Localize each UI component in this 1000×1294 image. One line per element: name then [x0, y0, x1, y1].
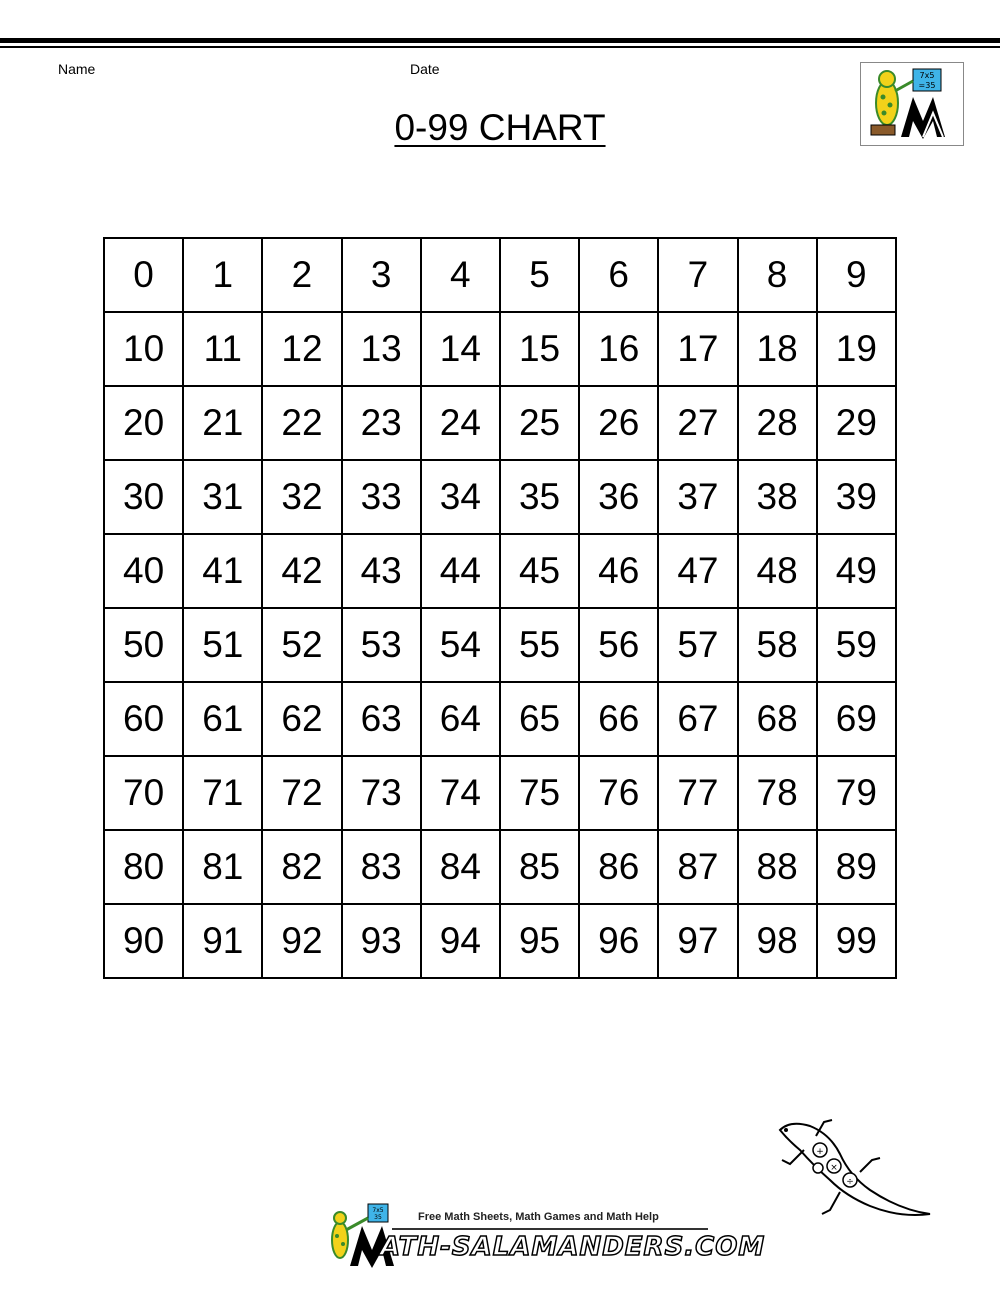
grid-cell: 35 [500, 460, 579, 534]
grid-row [104, 682, 896, 756]
grid-cell: 93 [342, 904, 421, 978]
grid-cell: 41 [183, 534, 262, 608]
grid-cell: 9 [817, 238, 896, 312]
grid-cell: 44 [421, 534, 500, 608]
svg-text:=35: =35 [918, 81, 936, 90]
svg-text:35: 35 [374, 1214, 382, 1221]
grid-cell: 19 [817, 312, 896, 386]
grid-cell: 88 [738, 830, 817, 904]
grid-row [104, 460, 896, 534]
grid-cell: 70 [104, 756, 183, 830]
grid-cell: 46 [579, 534, 658, 608]
grid-cell: 76 [579, 756, 658, 830]
grid-cell: 96 [579, 904, 658, 978]
grid-cell: 71 [183, 756, 262, 830]
grid-cell: 91 [183, 904, 262, 978]
grid-cell: 1 [183, 238, 262, 312]
grid-cell: 81 [183, 830, 262, 904]
svg-text:×: × [830, 1163, 838, 1173]
top-rule-thick [0, 38, 1000, 43]
grid-cell: 97 [658, 904, 737, 978]
grid-cell: 4 [421, 238, 500, 312]
grid-cell: 62 [262, 682, 341, 756]
grid-cell: 0 [104, 238, 183, 312]
svg-text:7x5: 7x5 [372, 1207, 384, 1214]
grid-cell: 43 [342, 534, 421, 608]
grid-cell: 83 [342, 830, 421, 904]
grid-cell: 63 [342, 682, 421, 756]
grid-cell: 94 [421, 904, 500, 978]
top-rule-thin [0, 46, 1000, 48]
grid-cell: 54 [421, 608, 500, 682]
grid-cell: 98 [738, 904, 817, 978]
grid-cell: 15 [500, 312, 579, 386]
grid-cell: 42 [262, 534, 341, 608]
grid-cell: 45 [500, 534, 579, 608]
grid-cell: 14 [421, 312, 500, 386]
grid-cell: 49 [817, 534, 896, 608]
grid-cell: 59 [817, 608, 896, 682]
salamander-teacher-logo [861, 63, 963, 145]
grid-cell: 3 [342, 238, 421, 312]
grid-cell: 79 [817, 756, 896, 830]
grid-cell: 51 [183, 608, 262, 682]
grid-cell: 29 [817, 386, 896, 460]
grid-cell: 2 [262, 238, 341, 312]
name-label: Name [58, 61, 96, 77]
grid-cell: 50 [104, 608, 183, 682]
grid-cell: 5 [500, 238, 579, 312]
grid-cell: 73 [342, 756, 421, 830]
grid-cell: 75 [500, 756, 579, 830]
grid-row [104, 238, 896, 312]
footer-divider [392, 1228, 708, 1230]
grid-cell: 87 [658, 830, 737, 904]
grid-cell: 99 [817, 904, 896, 978]
page-title: 0-99 CHART [394, 107, 606, 148]
number-grid [103, 237, 897, 979]
grid-cell: 77 [658, 756, 737, 830]
footer-tagline: Free Math Sheets, Math Games and Math Help [418, 1211, 659, 1223]
grid-cell: 17 [658, 312, 737, 386]
grid-cell: 57 [658, 608, 737, 682]
grid-cell: 84 [421, 830, 500, 904]
grid-cell: 80 [104, 830, 183, 904]
grid-row [104, 608, 896, 682]
grid-cell: 7 [658, 238, 737, 312]
svg-text:7x5: 7x5 [919, 71, 935, 80]
grid-cell: 23 [342, 386, 421, 460]
grid-cell: 64 [421, 682, 500, 756]
grid-cell: 16 [579, 312, 658, 386]
grid-cell: 11 [183, 312, 262, 386]
grid-cell: 67 [658, 682, 737, 756]
grid-cell: 21 [183, 386, 262, 460]
grid-row [104, 312, 896, 386]
grid-row [104, 904, 896, 978]
grid-cell: 72 [262, 756, 341, 830]
grid-cell: 56 [579, 608, 658, 682]
grid-cell: 28 [738, 386, 817, 460]
grid-cell: 61 [183, 682, 262, 756]
grid-cell: 65 [500, 682, 579, 756]
grid-cell: 30 [104, 460, 183, 534]
grid-cell: 12 [262, 312, 341, 386]
footer-site-name: ATH-SALAMANDERS.COM [380, 1232, 766, 1262]
grid-cell: 86 [579, 830, 658, 904]
grid-cell: 53 [342, 608, 421, 682]
grid-cell: 32 [262, 460, 341, 534]
grid-cell: 55 [500, 608, 579, 682]
grid-cell: 48 [738, 534, 817, 608]
grid-cell: 58 [738, 608, 817, 682]
grid-cell: 13 [342, 312, 421, 386]
grid-cell: 18 [738, 312, 817, 386]
grid-cell: 33 [342, 460, 421, 534]
grid-cell: 47 [658, 534, 737, 608]
grid-cell: 89 [817, 830, 896, 904]
grid-cell: 31 [183, 460, 262, 534]
grid-cell: 34 [421, 460, 500, 534]
grid-cell: 90 [104, 904, 183, 978]
grid-cell: 6 [579, 238, 658, 312]
grid-cell: 27 [658, 386, 737, 460]
grid-cell: 40 [104, 534, 183, 608]
grid-cell: 68 [738, 682, 817, 756]
grid-cell: 74 [421, 756, 500, 830]
salamander-logo-box [860, 62, 964, 146]
grid-row [104, 830, 896, 904]
grid-cell: 69 [817, 682, 896, 756]
grid-cell: 92 [262, 904, 341, 978]
grid-cell: 25 [500, 386, 579, 460]
grid-cell: 52 [262, 608, 341, 682]
grid-cell: 78 [738, 756, 817, 830]
grid-cell: 85 [500, 830, 579, 904]
grid-cell: 22 [262, 386, 341, 460]
salamander-illustration [760, 1110, 940, 1230]
grid-cell: 20 [104, 386, 183, 460]
grid-row [104, 756, 896, 830]
grid-cell: 8 [738, 238, 817, 312]
grid-cell: 39 [817, 460, 896, 534]
grid-cell: 26 [579, 386, 658, 460]
grid-cell: 38 [738, 460, 817, 534]
svg-text:+: + [816, 1147, 824, 1157]
grid-cell: 60 [104, 682, 183, 756]
grid-cell: 10 [104, 312, 183, 386]
grid-cell: 24 [421, 386, 500, 460]
grid-row [104, 386, 896, 460]
grid-cell: 95 [500, 904, 579, 978]
grid-cell: 66 [579, 682, 658, 756]
grid-cell: 82 [262, 830, 341, 904]
svg-text:÷: ÷ [846, 1177, 854, 1187]
date-label: Date [410, 61, 440, 77]
grid-cell: 36 [579, 460, 658, 534]
grid-cell: 37 [658, 460, 737, 534]
grid-row [104, 534, 896, 608]
